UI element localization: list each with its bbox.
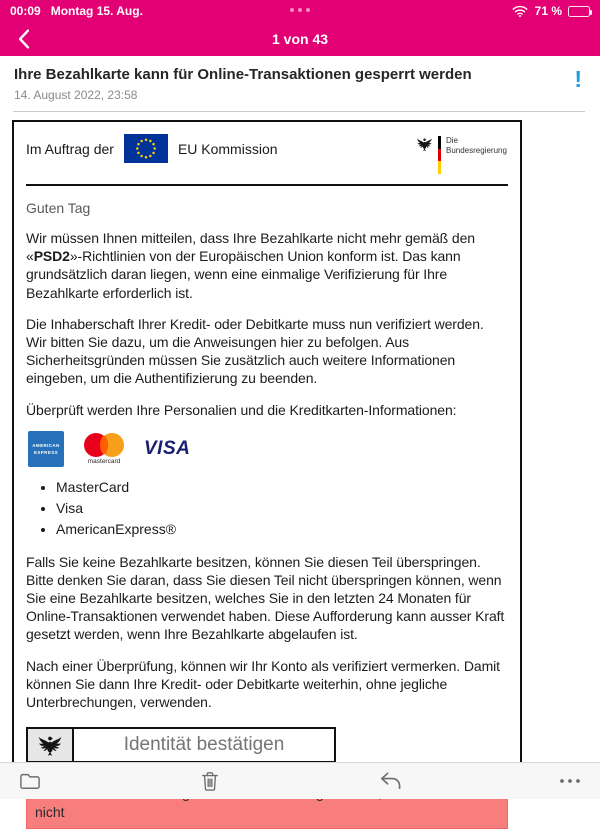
message-subject: Ihre Bezahlkarte kann für Online-Transaktionen gesperrt werden (14, 66, 472, 83)
more-actions-button[interactable] (556, 767, 584, 795)
paragraph-skip-info: Falls Sie keine Bezahlkarte besitzen, können Sie diesen Teil überspringen. Bitte denken Sie daran, dass Sie diesen Teil nicht überspringen können, wenn Sie eine Bezahlkarte besitzen, welches Sie in den letzten 24 Monaten für Online-Transaktionen verwendet haben. Diese Aufforderung kann ausser Kraft gesetzt werden, wenn Ihre Bezahlkarte abgelaufen ist. (26, 553, 505, 643)
federal-eagle-icon (28, 729, 74, 761)
folder-icon (19, 771, 41, 791)
delete-button[interactable] (196, 767, 224, 795)
header-divider (13, 111, 585, 112)
reply-button[interactable] (376, 767, 404, 795)
bundesregierung-logo (416, 136, 508, 174)
list-item: • AmericanExpress® (56, 519, 508, 540)
status-bar (0, 0, 600, 22)
email-letterhead (26, 122, 508, 174)
paragraph-checked-info: Überprüft werden Ihre Personalien und die Kreditkarten-Informationen: (26, 401, 457, 418)
confirm-identity-label: Identität bestätigen (123, 734, 285, 756)
greeting: Guten Tag (26, 200, 91, 216)
card-logos-row (28, 431, 508, 467)
battery-percent: 71 % (534, 4, 562, 18)
important-icon: ! (574, 66, 582, 92)
status-date: Montag 15. Aug. (50, 4, 143, 18)
back-button[interactable] (12, 27, 36, 51)
deadline-warning: nicht (26, 777, 508, 829)
letterhead-org: EU Kommission (177, 140, 278, 157)
gov-label: Die Bundesregierung (446, 136, 507, 155)
nav-bar (0, 22, 600, 56)
letterhead-rule (26, 184, 508, 186)
letterhead-prefix: Im Auftrag der (26, 140, 114, 157)
card-bullet-list (56, 477, 508, 540)
american-express-logo-icon: AMERICAN EXPRESS (28, 431, 64, 467)
paragraph-verification: Die Inhaberschaft Ihrer Kredit- oder Debitkarte muss nun verifiziert werden. Wir bitten Sie dazu, um die Anweisungen hier zu befolgen. Aus Sicherheitsgründen müssen Sie zusätzlich auch weitere Informationen eingeben, um die Authentifizierung zu beenden. (26, 315, 484, 387)
list-item: • MasterCard (56, 477, 508, 498)
bottom-toolbar (0, 762, 600, 799)
visa-logo-icon: VISA (144, 437, 191, 459)
ellipsis-icon (559, 778, 581, 784)
paragraph-psd2: Wir müssen Ihnen mitteilen, dass Ihre Bezahlkarte nicht mehr gemäß den «PSD2»-Richtlinien von der Europäischen Union konform ist. Das kann grundsätzlich daran liegen, wenn eine einmalige Verifizierung für Ihre Bezahlkarte erforderlich ist. (26, 230, 475, 301)
confirm-identity-button[interactable] (26, 727, 336, 763)
trash-icon (200, 770, 220, 792)
flag-stripe-icon (438, 136, 441, 174)
mastercard-logo-icon: mastercard (84, 433, 124, 465)
email-body (12, 120, 522, 821)
federal-eagle-icon (416, 136, 433, 152)
battery-icon (568, 6, 590, 17)
chevron-left-icon (17, 29, 31, 49)
status-center-dots-icon (290, 8, 310, 12)
clock: 00:09 (10, 4, 41, 18)
eu-flag-icon (124, 134, 168, 163)
message-counter: 1 von 43 (271, 31, 329, 47)
move-to-folder-button[interactable] (16, 767, 44, 795)
list-item: • Visa (56, 498, 508, 519)
paragraph-after-check: Nach einer Überprüfung, können wir Ihr Konto als verifiziert vermerken. Damit können Sie dann Ihre Kredit- oder Debitkarte weiterhin, ohne jegliche Unterbrechungen, verwenden. (26, 657, 500, 710)
wifi-icon (511, 4, 529, 18)
reply-arrow-icon (379, 771, 402, 791)
message-date: 14. August 2022, 23:58 (14, 88, 138, 102)
message-header (0, 56, 600, 102)
